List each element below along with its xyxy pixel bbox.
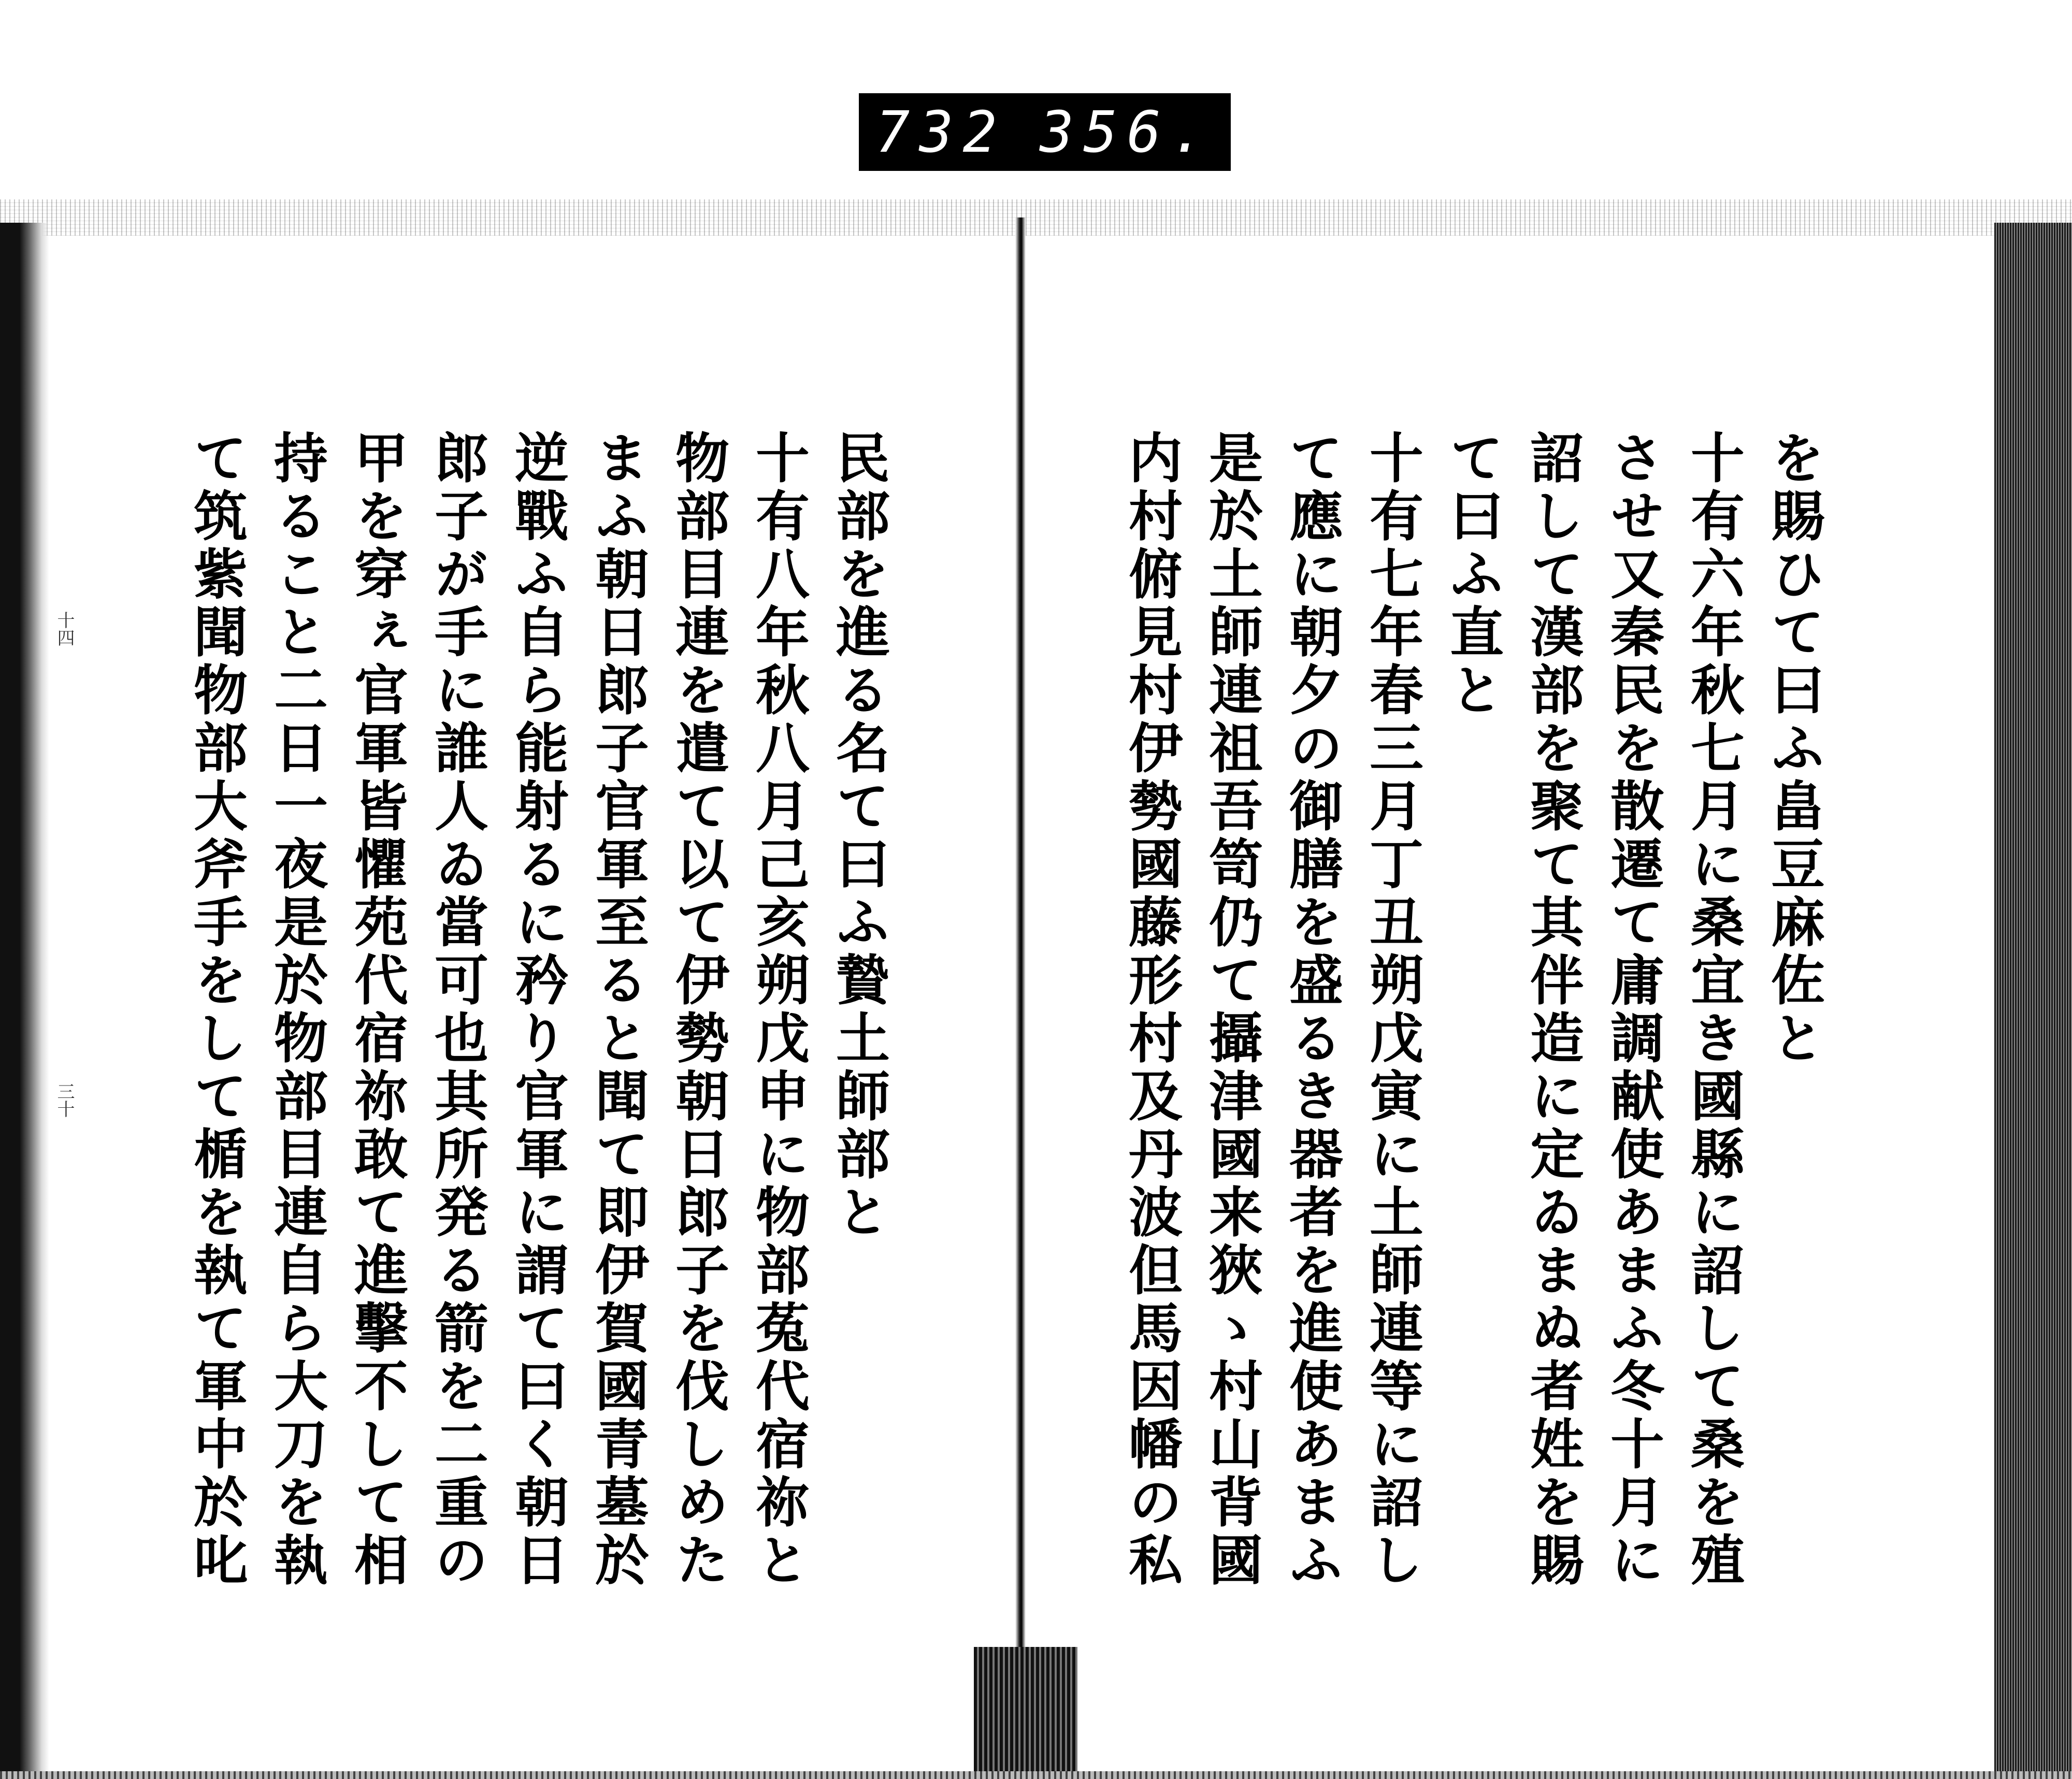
right-page-edge (1994, 223, 2072, 1776)
text-column: 郎子が手に誰人ゐ當可也其所発る箭を二重の (425, 430, 489, 1590)
margin-mark: 三十 (54, 1082, 75, 1118)
text-column: 内村俯見村伊勢國藤形村及丹波但馬因幡の私 (1119, 430, 1183, 1590)
text-column: 是於土師連祖吾笥仍て攝津國来狹ゝ村山背國 (1200, 430, 1263, 1590)
right-page (1028, 228, 1992, 1761)
left-page (52, 228, 1015, 1761)
text-column: 甲を穿ぇ官軍皆懼苑代宿祢敢て進擊不して相 (345, 430, 409, 1590)
text-column: て曰ふ直と (1441, 430, 1504, 720)
text-column: 物部目連を遣て以て伊勢朝日郎子を伐しめた (666, 430, 730, 1590)
text-column: 十有八年秋八月己亥朔戊申に物部菟代宿祢と (746, 430, 810, 1590)
text-column: て筑紫聞物部大斧手をして楯を執て軍中於叱 (184, 430, 248, 1590)
margin-mark: 十四 (54, 611, 75, 646)
binding-shadow (974, 1647, 1077, 1779)
text-column: を賜ひて曰ふ畠豆麻佐と (1762, 430, 1825, 1068)
id-right-number: 356. (1039, 99, 1214, 165)
text-column: て應に朝夕の御膳を盛るき器者を進使あまふ (1280, 430, 1344, 1590)
text-column: まふ朝日郎子官軍至ると聞て即伊賀國青墓於 (586, 430, 650, 1590)
text-column: 詔して漢部を聚て其伴造に定ゐまぬ者姓を賜 (1521, 430, 1585, 1590)
document-id-label (859, 93, 1231, 171)
text-column: 逆戰ふ自ら能射るに矜り官軍に謂て曰く朝日 (506, 430, 569, 1590)
text-column: 十有六年秋七月に桑宜き國縣に詔して桑を殖 (1681, 430, 1745, 1590)
text-column: 持ること二日一夜是於物部目連自ら大刀を執 (265, 430, 328, 1590)
text-column: させ又秦民を散遷て庸調献使あまふ冬十月に (1601, 430, 1665, 1590)
book-gutter (1015, 218, 1026, 1779)
bottom-scan-edge (0, 1771, 2072, 1779)
left-page-edge (0, 223, 49, 1771)
id-left-number: 732 (875, 99, 1006, 165)
text-column: 民部を進る名て曰ふ贄土師部と (827, 430, 890, 1242)
text-column: 十有七年春三月丁丑朔戊寅に土師連等に詔し (1360, 430, 1424, 1590)
